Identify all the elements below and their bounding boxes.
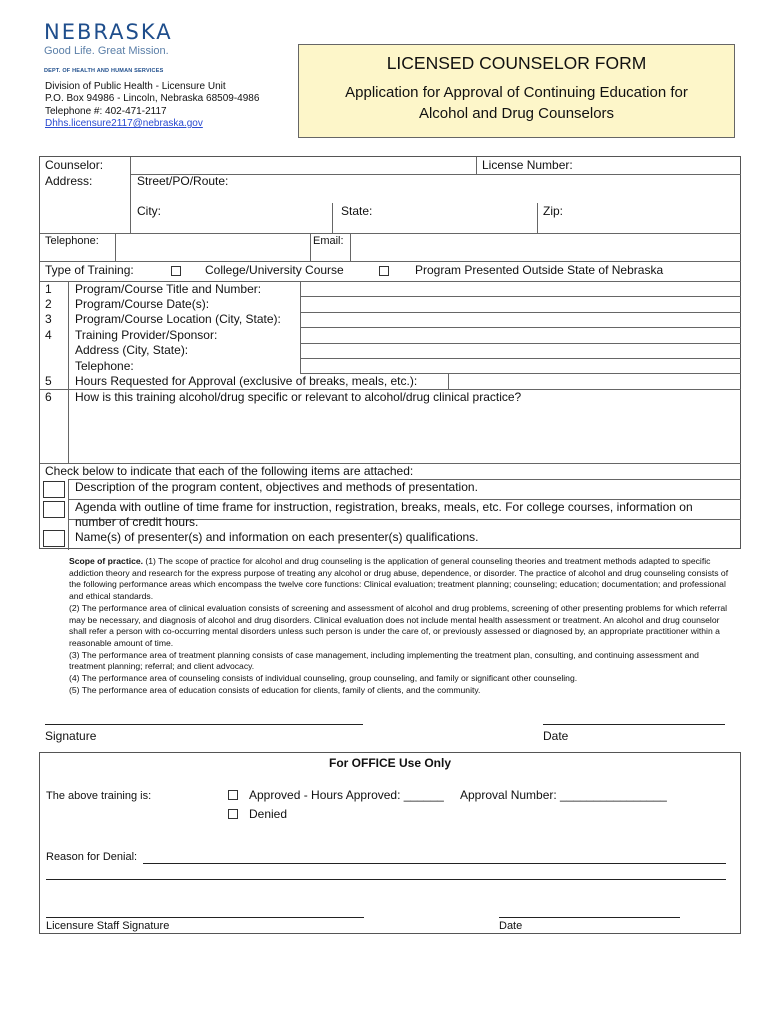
approval-number-label: Approval Number: ________________	[460, 788, 667, 802]
state-label: State:	[341, 204, 373, 218]
relevance-question-label: How is this training alcohol/drug specific or relevant to alcohol/drug clinical practice?	[75, 390, 522, 404]
nebraska-logo	[44, 20, 173, 74]
above-training-label: The above training is:	[46, 790, 152, 802]
zip-label: Zip:	[543, 204, 564, 218]
staff-signature-line[interactable]	[46, 917, 364, 918]
email-label: Email:	[313, 235, 344, 247]
signature-line[interactable]	[45, 724, 363, 725]
provider-address-label: Address (City, State):	[75, 343, 189, 357]
college-course-label: College/University Course	[205, 263, 344, 277]
college-course-checkbox[interactable]	[171, 266, 181, 276]
office-date-line[interactable]	[499, 917, 680, 918]
relevance-answer-field[interactable]	[69, 407, 741, 463]
item-number: 2	[45, 297, 52, 311]
scope-p5: (5) The performance area of education consists of education for clients, family of clients, and the community.	[69, 684, 481, 695]
attach-presenters-checkbox[interactable]	[43, 530, 65, 547]
logo-tagline: Good Life. Great Mission.	[44, 45, 169, 57]
item-number: 3	[45, 312, 52, 326]
provider-telephone-label: Telephone:	[75, 359, 134, 373]
logo-name: NEBRASKA	[44, 20, 173, 44]
hours-requested-label: Hours Requested for Approval (exclusive of breaks, meals, etc.):	[75, 374, 418, 388]
office-date-label: Date	[499, 920, 523, 932]
item-number: 1	[45, 282, 52, 296]
course-dates-label: Program/Course Date(s):	[75, 297, 210, 311]
counselor-label: Counselor:	[45, 158, 104, 172]
form-subtitle-line1: Application for Approval of Continuing Education for	[345, 84, 688, 101]
application-form	[39, 156, 741, 549]
course-title-label: Program/Course Title and Number:	[75, 282, 262, 296]
scope-heading: Scope of practice.	[69, 556, 144, 566]
scope-p3: (3) The performance area of treatment planning consists of case management, including implementing the treatment plan, consulting, and continuing assessment and treatment planning; referral; and client advocacy.	[69, 649, 699, 672]
license-number-label: License Number:	[482, 158, 573, 172]
denied-label: Denied	[249, 807, 288, 821]
item-number: 6	[45, 390, 52, 404]
attach-description-label: Description of the program content, objectives and methods of presentation.	[75, 480, 478, 494]
scope-p2: (2) The performance area of clinical evaluation consists of screening and assessment of alcohol and drug problems, screening of other presenting problems for which referral may be necessary, and diagnosis of alcohol and drug disorders. Clinical evaluation does not include mental health assessment or treatment. An alcohol and drug counselor shall refer a person with co-occurring mental disorders unless such person is under the care of, or previously assessed or diagnosed by, an appropriate practitioner within a reasonable amount of time.	[69, 602, 728, 648]
item-number: 5	[45, 374, 52, 388]
attach-agenda-label-cont: number of credit hours.	[75, 515, 199, 529]
outside-nebraska-label: Program Presented Outside State of Nebraska	[415, 263, 664, 277]
type-of-training-label: Type of Training:	[45, 263, 134, 277]
reason-denial-line-2[interactable]	[46, 879, 726, 880]
approved-label: Approved - Hours Approved: ______	[249, 788, 444, 802]
contact-block	[45, 81, 259, 130]
course-location-label: Program/Course Location (City, State):	[75, 312, 281, 326]
scope-p4: (4) The performance area of counseling consists of individual counseling, group counseling, and family or significant other counseling.	[69, 673, 578, 684]
attach-presenters-label: Name(s) of presenter(s) and information on each presenter(s) qualifications.	[75, 530, 479, 544]
form-title: LICENSED COUNSELOR FORM	[386, 53, 647, 73]
attach-agenda-checkbox[interactable]	[43, 501, 65, 518]
street-label: Street/PO/Route:	[137, 174, 229, 188]
counselor-field[interactable]	[131, 157, 476, 174]
reason-denial-line[interactable]	[143, 863, 726, 864]
division-text: Division of Public Health - Licensure Unit	[45, 81, 226, 92]
date-line[interactable]	[543, 724, 725, 725]
approved-checkbox[interactable]	[228, 790, 238, 800]
title-box	[298, 44, 735, 138]
date-label: Date	[543, 729, 569, 743]
attach-description-checkbox[interactable]	[43, 481, 65, 498]
office-heading: For OFFICE Use Only	[328, 756, 451, 770]
provider-label: Training Provider/Sponsor:	[75, 328, 218, 342]
email-link[interactable]: Dhhs.licensure2117@nebraska.gov	[45, 117, 203, 129]
scope-of-practice	[45, 556, 735, 696]
address-text: P.O. Box 94986 - Lincoln, Nebraska 68509-4986	[45, 93, 260, 105]
scope-p1: (1) The scope of practice for alcohol and drug counseling is the application of general counseling theories and treatment methods adapted to specific addiction theory and research for the express purpose of treating any alcohol or drug abuse, dependence, or disorder. The practice of alcohol and drug counseling consists of the following performance areas which encompass the twelve core functions: Clinical evaluation; treatment planning; counseling; education; documentation; and professional and ethical standards.	[69, 556, 729, 602]
check-intro: Check below to indicate that each of the following items are attached:	[45, 464, 414, 478]
signature-label: Signature	[45, 729, 97, 743]
reason-denial-label: Reason for Denial:	[46, 851, 138, 863]
denied-checkbox[interactable]	[228, 809, 238, 819]
attach-agenda-label: Agenda with outline of time frame for instruction, registration, breaks, meals, etc. For college courses, information on	[75, 500, 693, 514]
outside-nebraska-checkbox[interactable]	[379, 266, 389, 276]
telephone-text: Telephone #: 402-471-2117	[45, 105, 167, 117]
telephone-label: Telephone:	[45, 235, 99, 247]
dept-name: DEPT. OF HEALTH AND HUMAN SERVICES	[44, 68, 164, 74]
form-subtitle-line2: Alcohol and Drug Counselors	[418, 105, 615, 122]
office-use-box	[39, 752, 741, 934]
address-label: Address:	[45, 174, 93, 188]
staff-signature-label: Licensure Staff Signature	[46, 920, 170, 932]
city-label: City:	[137, 204, 161, 218]
item-number: 4	[45, 328, 52, 342]
